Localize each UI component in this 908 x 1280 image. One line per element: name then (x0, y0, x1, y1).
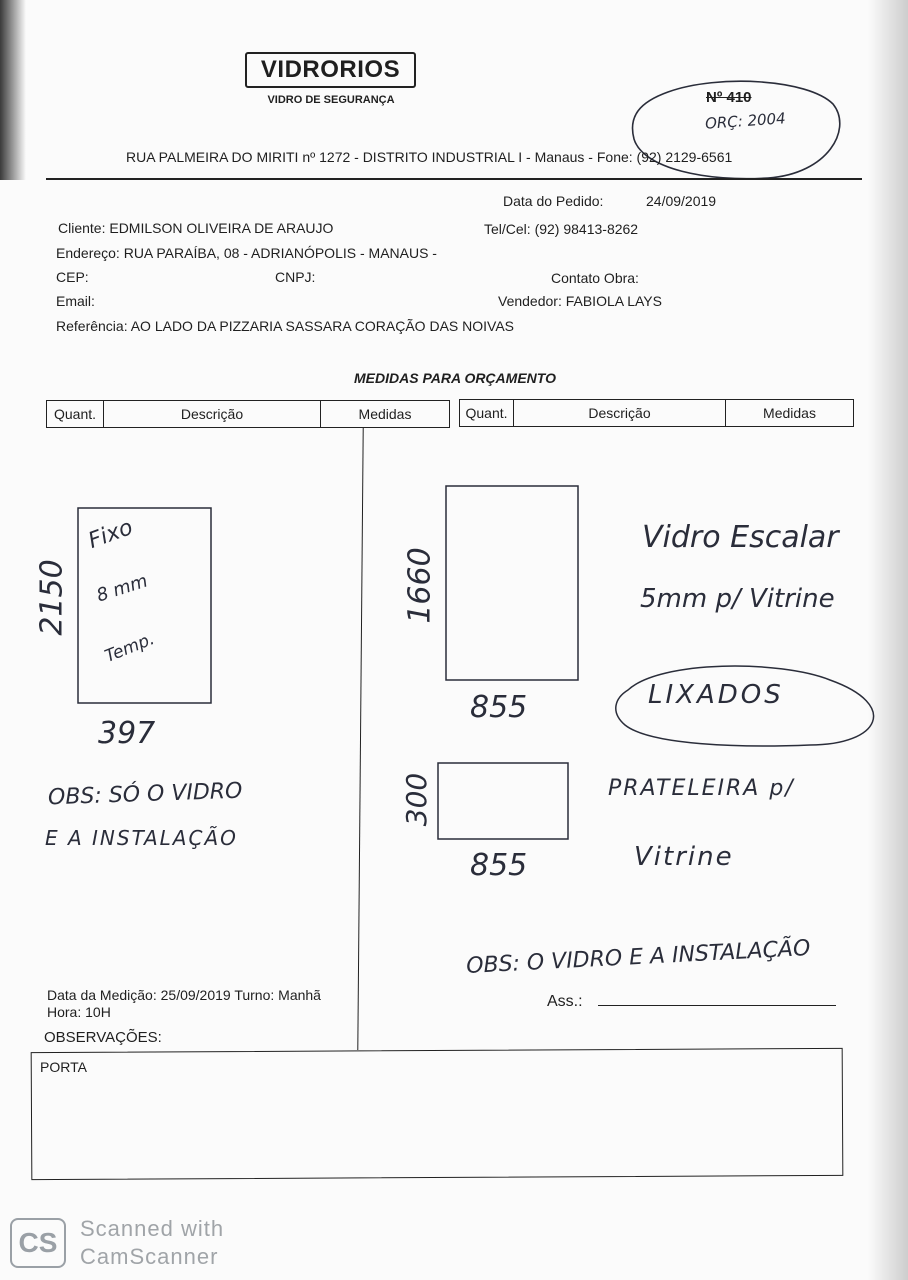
signature-line (598, 1005, 836, 1006)
email-label: Email: (56, 293, 95, 309)
section-title: MEDIDAS PARA ORÇAMENTO (354, 370, 556, 386)
camscanner-line-1: Scanned with (80, 1216, 225, 1241)
left-header-quant: Quant. (46, 400, 104, 428)
left-obs-line-1: OBS: SÓ O VIDRO (47, 778, 243, 811)
order-date-label: Data do Pedido: (503, 193, 604, 209)
right-header-descricao: Descrição (513, 399, 726, 427)
right1-desc-line-3: LIXADOS (648, 680, 784, 710)
left-height-measure: 2150 (34, 559, 70, 636)
left-desc-line-3: Temp. (102, 629, 158, 667)
right2-desc-line-1: PRATELEIRA p/ (608, 776, 795, 801)
right1-width-measure: 855 (470, 690, 528, 725)
right1-height-measure: 1660 (402, 547, 438, 624)
order-date-value: 24/09/2019 (646, 193, 717, 209)
left-width-measure: 397 (98, 716, 156, 751)
hora: Hora: 10H (47, 1004, 111, 1020)
contato-obra-label: Contato Obra: (551, 270, 639, 286)
right-header-medidas: Medidas (725, 399, 854, 427)
observacoes-box (31, 1048, 844, 1180)
camscanner-line-2: CamScanner (80, 1244, 219, 1269)
vendedor: Vendedor: FABIOLA LAYS (498, 293, 662, 309)
form-number-struck: Nº 410 (706, 89, 752, 106)
right2-height-measure: 300 (400, 772, 434, 827)
cep-label: CEP: (56, 269, 89, 285)
left-desc-line-1: Fixo (85, 515, 137, 554)
company-tagline: VIDRO DE SEGURANÇA (267, 94, 395, 106)
right-obs: OBS: O VIDRO E A INSTALAÇÃO (465, 936, 811, 979)
sketch-right-panel-1 (446, 486, 578, 680)
camscanner-badge (10, 1218, 66, 1268)
ass-label: Ass.: (547, 993, 583, 1010)
observacoes-label: OBSERVAÇÕES: (44, 1029, 162, 1046)
company-address: RUA PALMEIRA DO MIRITI nº 1272 - DISTRITO INDUSTRIAL I - Manaus - Fone: (92) 2129-6561 (126, 149, 733, 165)
right-header-quant: Quant. (459, 399, 514, 427)
right1-desc-line-2: 5mm p/ Vitrine (640, 584, 835, 614)
company-logo: VIDRORIOS (245, 52, 416, 88)
left-desc-line-2: 8 mm (94, 570, 151, 607)
data-medicao: Data da Medição: 25/09/2019 Turno: Manhã (47, 987, 321, 1003)
observacoes-value: PORTA (40, 1059, 87, 1075)
orc-handwritten: ORÇ: 2004 (704, 109, 787, 133)
cnpj-label: CNPJ: (275, 269, 316, 285)
camscanner-badge-text: CS (18, 1227, 58, 1258)
right2-desc-line-2: Vitrine (634, 842, 734, 872)
left-header-descricao: Descrição (103, 400, 321, 428)
client-address: Endereço: RUA PARAÍBA, 08 - ADRIANÓPOLIS - MANAUS - (56, 245, 437, 261)
right2-width-measure: 855 (470, 848, 528, 883)
left-header-medidas: Medidas (320, 400, 450, 428)
sketch-right-panel-2 (438, 763, 568, 839)
client-phone: Tel/Cel: (92) 98413-8262 (484, 221, 639, 237)
left-obs-line-2: E A INSTALAÇÃO (45, 826, 238, 850)
referencia: Referência: AO LADO DA PIZZARIA SASSARA CORAÇÃO DAS NOIVAS (56, 318, 515, 334)
client-name: Cliente: EDMILSON OLIVEIRA DE ARAUJO (58, 220, 334, 236)
right1-desc-line-1: Vidro Escalar (642, 520, 839, 555)
